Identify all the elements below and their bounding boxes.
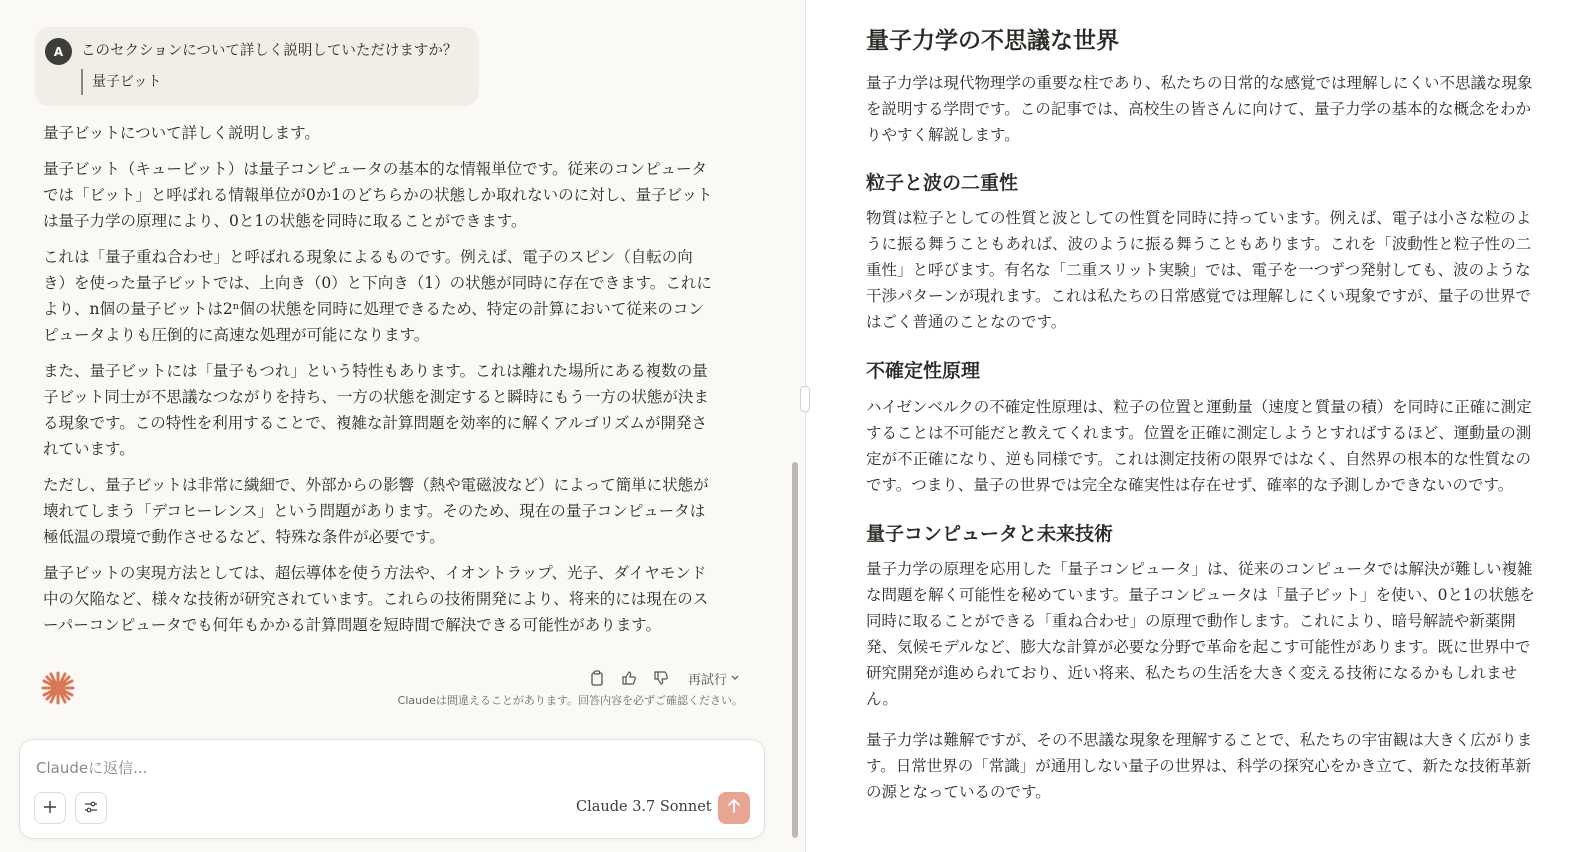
- pane-divider: [805, 0, 806, 852]
- section-heading: 粒子と波の二重性: [866, 172, 1019, 194]
- assistant-paragraph: これは「量子重ね合わせ」と呼ばれる現象によるものです。例えば、電子のスピン（自転の向き）を使った量子ビットでは、上向き（0）と下向き（1）の状態が同時に存在できます。これにより、n個の量子ビットは2ⁿ個の状態を同時に処理できるため、特定の計算において従来のコンピュータよりも圧倒的に高速な処理が可能になります。: [43, 248, 712, 344]
- quoted-text: 量子ビット: [81, 69, 161, 95]
- plus-icon: [43, 799, 57, 818]
- section-heading: 量子コンピュータと未来技術: [866, 523, 1114, 545]
- thumbs-up-icon[interactable]: [618, 667, 640, 689]
- resize-handle[interactable]: [800, 386, 810, 412]
- composer: [19, 739, 765, 839]
- assistant-paragraph: 量子ビット（キュービット）は量子コンピュータの基本的な情報単位です。従来のコンピュータでは「ビット」と呼ばれる情報単位が0か1のどちらかの状態しか取れないのに対し、量子ビットは量子力学の原理により、0と1の状態を同時に取ることができます。: [43, 160, 713, 230]
- retry-label: 再試行: [688, 672, 728, 688]
- sliders-icon: [84, 799, 98, 818]
- model-selector[interactable]: [576, 799, 726, 815]
- artifact-intro: 量子力学は現代物理学の重要な柱であり、私たちの日常的な感覚では理解しにくい不思議な現象を説明する学問です。この記事では、高校生の皆さんに向けて、量子力学の基本的な概念をわかりやすく解説します。: [866, 74, 1533, 144]
- retry-button[interactable]: [688, 669, 740, 688]
- user-avatar: A: [45, 38, 72, 65]
- user-message-text: このセクションについて詳しく説明していただけますか？: [81, 43, 458, 59]
- artifact-title: 量子力学の不思議な世界: [866, 27, 1119, 54]
- claude-starburst-icon: [40, 670, 76, 706]
- assistant-paragraph: 量子ビットの実現方法としては、超伝導体を使う方法や、イオントラップ、光子、ダイヤモンド中の欠陥など、様々な技術が研究されています。これらの技術開発により、将来的には現在のスーパーコンピュータでも何年もかかる計算問題を短時間で解決できる可能性があります。: [43, 564, 709, 634]
- disclaimer: Claudeは間違えることがあります。回答内容を必ずご確認ください。: [397, 694, 743, 707]
- assistant-response: [43, 120, 715, 648]
- artifact-conclusion: 量子力学は難解ですが、その不思議な現象を理解することで、私たちの宇宙観は大きく広がります。日常世界の「常識」が通用しない量子の世界は、科学の探究心をかき立て、新たな技術革新の源となっているのです。: [866, 731, 1533, 801]
- user-message: [35, 27, 479, 106]
- section-body: ハイゼンベルクの不確定性原理は、粒子の位置と運動量（速度と質量の積）を同時に正確に測定することは不可能だと教えてくれます。位置を正確に測定しようとすればするほど、運動量の測定が不正確になり、逆も同様です。これは測定技術の限界ではなく、自然界の根本的な性質なのです。つまり、量子の世界では完全な確実性は存在せず、確率的な予測しかできないのです。: [866, 398, 1532, 494]
- chevron-down-icon: [730, 671, 740, 686]
- section-body: 量子力学の原理を応用した「量子コンピュータ」は、従来のコンピュータでは解決が難しい複雑な問題を解く可能性を秘めています。量子コンピュータは「量子ビット」を使い、0と1の状態を同時に取ることができる「重ね合わせ」の原理で動作します。これにより、暗号解読や新薬開発、気候モデルなど、膨大な計算が必要な分野で革命を起こす可能性があります。既に世界中で研究開発が進められており、近い将来、私たちの生活を大きく変える技術になるかもしれません。: [866, 560, 1535, 708]
- chat-scrollbar[interactable]: [792, 462, 798, 838]
- model-label: Claude 3.7 Sonnet: [576, 799, 712, 815]
- reply-input[interactable]: [34, 756, 738, 780]
- section-body: 物質は粒子としての性質と波としての性質を同時に持っています。例えば、電子は小さな粒のように振る舞うこともあれば、波のように振る舞うこともあります。これを「波動性と粒子性の二重性」と呼びます。有名な「二重スリット実験」では、電子を一つずつ発射しても、波のような干渉パターンが現れます。これは私たちの日常感覚では理解しにくい現象ですが、量子の世界ではごく普通のことなのです。: [866, 209, 1532, 331]
- tools-button[interactable]: [75, 792, 107, 824]
- thumbs-down-icon[interactable]: [650, 667, 672, 689]
- assistant-paragraph: また、量子ビットには「量子もつれ」という特性もあります。これは離れた場所にある複数の量子ビット同士が不思議なつながりを持ち、一方の状態を測定すると瞬時にもう一方の状態が決まる現象です。この特性を利用することで、複雑な計算問題を効率的に解くアルゴリズムが開発されています。: [43, 362, 709, 458]
- arrow-up-icon: [727, 798, 741, 818]
- add-button[interactable]: [34, 792, 66, 824]
- assistant-intro: 量子ビットについて詳しく説明します。: [43, 124, 320, 142]
- copy-icon[interactable]: [586, 667, 608, 689]
- message-actions: [586, 667, 740, 689]
- send-button[interactable]: [718, 792, 750, 824]
- assistant-paragraph: ただし、量子ビットは非常に繊細で、外部からの影響（熱や電磁波など）によって簡単に状態が壊れてしまう「デコヒーレンス」という問題があります。そのため、現在の量子コンピュータは極低温の環境で動作させるなど、特殊な条件が必要です。: [43, 476, 709, 546]
- section-heading: 不確定性原理: [866, 360, 981, 382]
